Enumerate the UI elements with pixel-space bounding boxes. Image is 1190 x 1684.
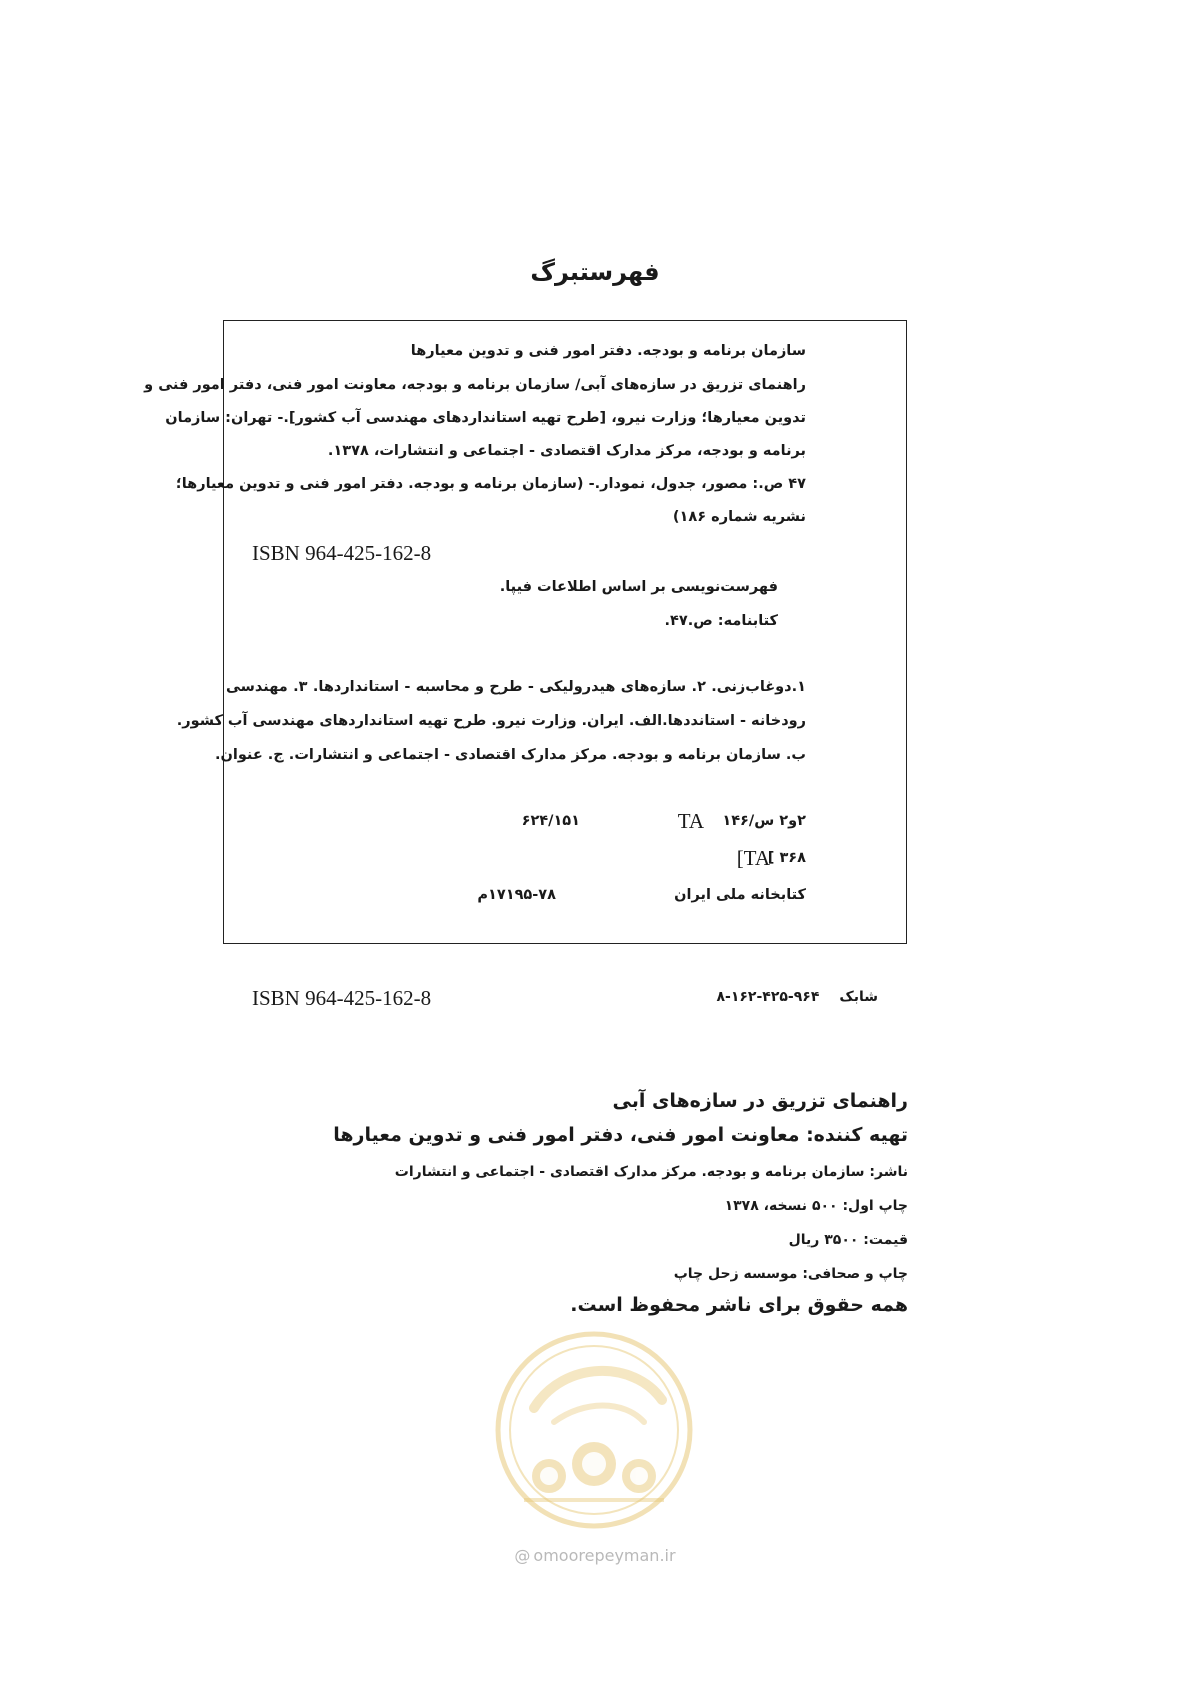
catalog-note-bibliography: کتابنامه: ص.۴۷. [664, 613, 778, 629]
catalog-classification-persian: ۲و۲ س/۱۴۶ [722, 813, 806, 829]
national-library-label: کتابخانه ملی ایران [674, 887, 806, 903]
catalog-main-entry: سازمان برنامه و بودجه. دفتر امور فنی و تدوین معیارها [410, 343, 806, 359]
book-publisher: ناشر: سازمان برنامه و بودجه. مرکز مدارک اقتصادی - اجتماعی و انتشارات [394, 1164, 908, 1180]
catalog-dewey-number: ۶۲۴/۱۵۱ [521, 813, 580, 829]
isbn-latin: ISBN 964-425-162-8 [252, 986, 432, 1010]
watermark-url-text: omoorepeyman.ir [533, 1546, 676, 1565]
page-title: فهرستبرگ [530, 258, 660, 286]
book-rights: همه حقوق برای ناشر محفوظ است. [570, 1294, 908, 1316]
watermark-url [0, 1546, 1190, 1565]
catalog-series: نشریه شماره ۱۸۶) [672, 509, 806, 525]
catalog-subjects-3: ب. سازمان برنامه و بودجه. مرکز مدارک اقتصادی - اجتماعی و انتشارات. ج. عنوان. [214, 747, 806, 763]
catalog-title-line-2: تدوین معیارها؛ وزارت نیرو، [طرح تهیه استانداردهای مهندسی آب کشور].- تهران: سازمان [165, 410, 806, 426]
catalog-bracket-ta: [TA [736, 846, 770, 870]
catalog-title-line-3: برنامه و بودجه، مرکز مدارک اقتصادی - اجتماعی و انتشارات، ۱۳۷۸. [327, 443, 806, 459]
catalog-note-fipa: فهرست‌نویسی بر اساس اطلاعات فیپا. [499, 579, 778, 595]
catalog-physical-desc: ۴۷ ص.: مصور، جدول، نمودار.- (سازمان برنامه و بودجه. دفتر امور فنی و تدوین معیارها؛ [175, 476, 806, 492]
catalog-subjects-1: ۱.دوغاب‌زنی. ۲. سازه‌های هیدرولیکی - طرح و محاسبه - استانداردها. ۳. مهندسی [226, 679, 806, 695]
shabak-number: ۹۶۴-۴۲۵-۱۶۲-۸ [716, 989, 820, 1005]
catalog-title-line-1: راهنمای تزریق در سازه‌های آبی/ سازمان برنامه و بودجه، معاونت امور فنی، دفتر امور فنی و [144, 377, 806, 393]
book-prepared-by: تهیه کننده: معاونت امور فنی، دفتر امور فنی و تدوین معیارها [333, 1124, 908, 1146]
catalog-subjects-2: رودخانه - استانددها.الف. ایران. وزارت نیرو. طرح تهیه استانداردهای مهندسی آب کشور. [176, 713, 806, 729]
book-first-print: چاپ اول: ۵۰۰ نسخه، ۱۳۷۸ [724, 1198, 908, 1214]
isbn-persian [716, 989, 878, 1005]
watermark-logo [494, 1330, 694, 1530]
book-printing: چاپ و صحافی: موسسه زحل چاپ [673, 1266, 908, 1282]
catalog-card [144, 320, 907, 944]
catalog-isbn: ISBN 964-425-162-8 [252, 541, 432, 565]
catalog-bracket-number: ۳۶۸ ] [767, 850, 806, 866]
at-icon: @ [514, 1546, 531, 1565]
book-price: قیمت: ۳۵۰۰ ریال [788, 1232, 908, 1248]
national-library-number: ۱۷۱۹۵-۷۸م [477, 887, 556, 903]
shabak-label: شابک [839, 989, 878, 1005]
catalog-classification-ta: TA [677, 809, 704, 833]
book-title: راهنمای تزریق در سازه‌های آبی [612, 1090, 908, 1112]
